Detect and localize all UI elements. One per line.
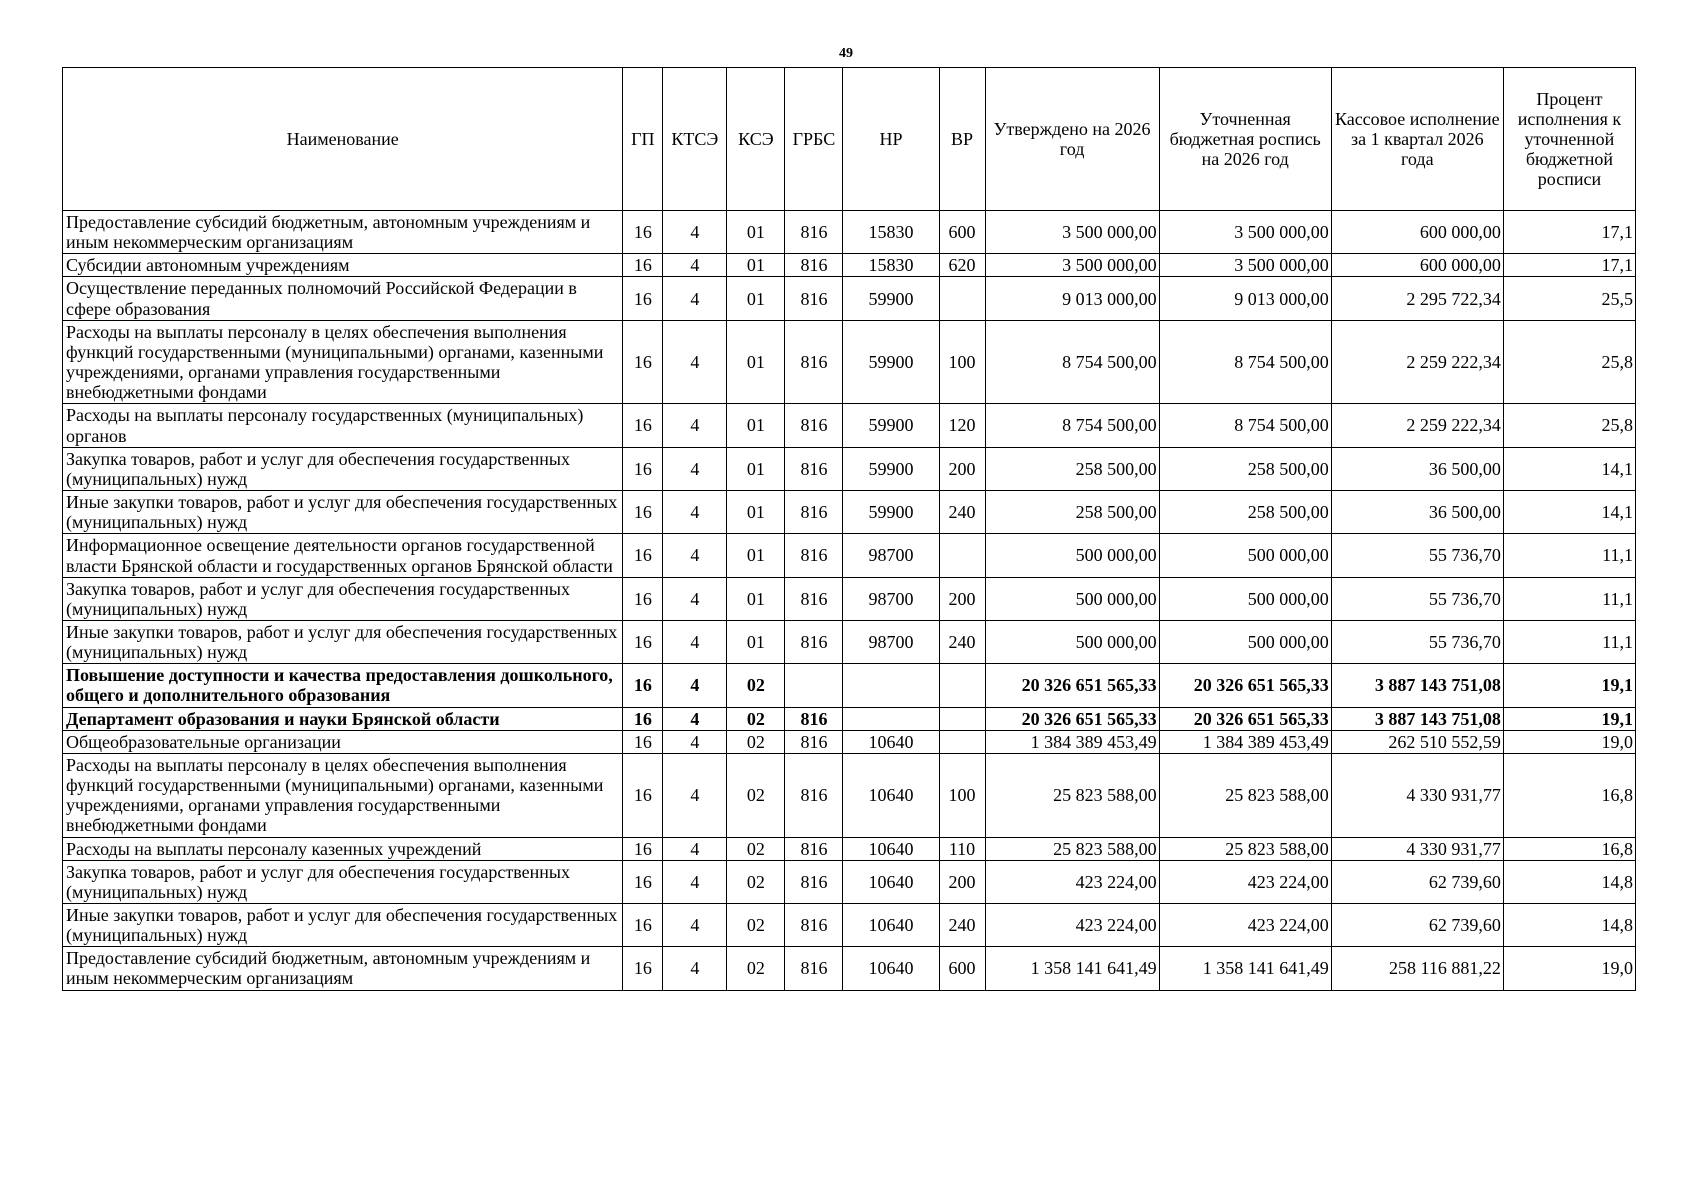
- cell-approved: 1 358 141 641,49: [985, 947, 1159, 990]
- table-row: [63, 320, 1636, 404]
- table-row: [63, 491, 1636, 534]
- cell-refined: 8 754 500,00: [1159, 320, 1331, 404]
- cell-vr: 600: [939, 211, 985, 254]
- cell-kse: 02: [727, 904, 785, 947]
- cell-kse: 02: [727, 837, 785, 860]
- table-row: [63, 730, 1636, 753]
- header-percent: Процент исполнения к уточненной бюджетной росписи: [1503, 68, 1635, 211]
- cell-name: Департамент образования и науки Брянской области: [63, 707, 623, 730]
- cell-ktse: 4: [663, 577, 727, 620]
- cell-refined: 20 326 651 565,33: [1159, 664, 1331, 707]
- cell-percent: 11,1: [1503, 577, 1635, 620]
- header-ktse: КТСЭ: [663, 68, 727, 211]
- cell-approved: 423 224,00: [985, 904, 1159, 947]
- cell-approved: 258 500,00: [985, 491, 1159, 534]
- cell-ktse: 4: [663, 404, 727, 447]
- cell-grbs: 816: [785, 837, 843, 860]
- cell-gp: 16: [623, 664, 663, 707]
- cell-nr: 98700: [843, 620, 939, 663]
- cell-cash: 55 736,70: [1331, 620, 1503, 663]
- cell-grbs: [785, 664, 843, 707]
- cell-grbs: 816: [785, 534, 843, 577]
- cell-percent: 19,0: [1503, 730, 1635, 753]
- cell-refined: 500 000,00: [1159, 534, 1331, 577]
- header-nr: НР: [843, 68, 939, 211]
- table-row: [63, 254, 1636, 277]
- cell-gp: 16: [623, 577, 663, 620]
- cell-percent: 16,8: [1503, 753, 1635, 837]
- cell-percent: 11,1: [1503, 534, 1635, 577]
- cell-cash: 55 736,70: [1331, 577, 1503, 620]
- cell-approved: 8 754 500,00: [985, 320, 1159, 404]
- cell-refined: 25 823 588,00: [1159, 753, 1331, 837]
- cell-kse: 02: [727, 730, 785, 753]
- cell-cash: 600 000,00: [1331, 211, 1503, 254]
- budget-execution-table: [62, 67, 1636, 991]
- cell-grbs: 816: [785, 447, 843, 490]
- cell-grbs: 816: [785, 320, 843, 404]
- cell-percent: 14,8: [1503, 860, 1635, 903]
- cell-refined: 8 754 500,00: [1159, 404, 1331, 447]
- cell-gp: 16: [623, 320, 663, 404]
- cell-grbs: 816: [785, 404, 843, 447]
- cell-cash: 2 259 222,34: [1331, 404, 1503, 447]
- cell-vr: 100: [939, 320, 985, 404]
- cell-kse: 01: [727, 534, 785, 577]
- cell-ktse: 4: [663, 753, 727, 837]
- cell-name: Предоставление субсидий бюджетным, автономным учреждениям и иным некоммерческим организациям: [63, 211, 623, 254]
- cell-approved: 9 013 000,00: [985, 277, 1159, 320]
- cell-approved: 3 500 000,00: [985, 254, 1159, 277]
- cell-percent: 19,0: [1503, 947, 1635, 990]
- cell-percent: 14,8: [1503, 904, 1635, 947]
- cell-percent: 17,1: [1503, 254, 1635, 277]
- table-row: [63, 837, 1636, 860]
- cell-gp: 16: [623, 947, 663, 990]
- cell-gp: 16: [623, 730, 663, 753]
- cell-refined: 423 224,00: [1159, 904, 1331, 947]
- cell-kse: 02: [727, 664, 785, 707]
- cell-vr: 100: [939, 753, 985, 837]
- cell-name: Расходы на выплаты персоналу в целях обеспечения выполнения функций государственными (муниципальными) органами, казенными учреждениями, органами управления государственными внебюджетными фондами: [63, 753, 623, 837]
- cell-kse: 01: [727, 491, 785, 534]
- cell-name: Закупка товаров, работ и услуг для обеспечения государственных (муниципальных) нужд: [63, 447, 623, 490]
- cell-gp: 16: [623, 837, 663, 860]
- cell-gp: 16: [623, 211, 663, 254]
- cell-refined: 423 224,00: [1159, 860, 1331, 903]
- cell-grbs: 816: [785, 947, 843, 990]
- cell-grbs: 816: [785, 904, 843, 947]
- cell-vr: 600: [939, 947, 985, 990]
- table-body: [63, 211, 1636, 991]
- cell-gp: 16: [623, 534, 663, 577]
- cell-name: Закупка товаров, работ и услуг для обеспечения государственных (муниципальных) нужд: [63, 860, 623, 903]
- cell-refined: 3 500 000,00: [1159, 254, 1331, 277]
- cell-percent: 14,1: [1503, 491, 1635, 534]
- cell-ktse: 4: [663, 707, 727, 730]
- cell-vr: 240: [939, 620, 985, 663]
- cell-cash: 62 739,60: [1331, 904, 1503, 947]
- cell-vr: 200: [939, 447, 985, 490]
- cell-ktse: 4: [663, 837, 727, 860]
- cell-name: Иные закупки товаров, работ и услуг для обеспечения государственных (муниципальных) нужд: [63, 620, 623, 663]
- cell-approved: 500 000,00: [985, 620, 1159, 663]
- cell-name: Иные закупки товаров, работ и услуг для обеспечения государственных (муниципальных) нужд: [63, 904, 623, 947]
- cell-grbs: 816: [785, 753, 843, 837]
- cell-grbs: 816: [785, 860, 843, 903]
- cell-ktse: 4: [663, 730, 727, 753]
- cell-cash: 3 887 143 751,08: [1331, 664, 1503, 707]
- cell-nr: 15830: [843, 211, 939, 254]
- cell-gp: 16: [623, 491, 663, 534]
- cell-kse: 01: [727, 277, 785, 320]
- cell-nr: [843, 664, 939, 707]
- table-row: [63, 620, 1636, 663]
- cell-vr: [939, 534, 985, 577]
- cell-nr: 98700: [843, 577, 939, 620]
- cell-kse: 01: [727, 404, 785, 447]
- cell-cash: 55 736,70: [1331, 534, 1503, 577]
- table-row: [63, 707, 1636, 730]
- cell-gp: 16: [623, 447, 663, 490]
- table-header: [63, 68, 1636, 211]
- cell-ktse: 4: [663, 664, 727, 707]
- cell-cash: 4 330 931,77: [1331, 837, 1503, 860]
- cell-nr: 15830: [843, 254, 939, 277]
- cell-gp: 16: [623, 620, 663, 663]
- table-row: [63, 447, 1636, 490]
- cell-refined: 25 823 588,00: [1159, 837, 1331, 860]
- cell-cash: 600 000,00: [1331, 254, 1503, 277]
- cell-vr: [939, 277, 985, 320]
- cell-grbs: 816: [785, 491, 843, 534]
- cell-approved: 3 500 000,00: [985, 211, 1159, 254]
- cell-gp: 16: [623, 904, 663, 947]
- cell-percent: 16,8: [1503, 837, 1635, 860]
- cell-name: Осуществление переданных полномочий Российской Федерации в сфере образования: [63, 277, 623, 320]
- cell-vr: 200: [939, 577, 985, 620]
- cell-ktse: 4: [663, 947, 727, 990]
- cell-approved: 20 326 651 565,33: [985, 664, 1159, 707]
- cell-nr: 59900: [843, 447, 939, 490]
- cell-gp: 16: [623, 404, 663, 447]
- cell-ktse: 4: [663, 491, 727, 534]
- cell-grbs: 816: [785, 254, 843, 277]
- cell-ktse: 4: [663, 254, 727, 277]
- header-cash: Кассовое исполнение за 1 квартал 2026 года: [1331, 68, 1503, 211]
- cell-cash: 262 510 552,59: [1331, 730, 1503, 753]
- cell-vr: 240: [939, 491, 985, 534]
- table-row: [63, 664, 1636, 707]
- cell-nr: 10640: [843, 904, 939, 947]
- cell-name: Иные закупки товаров, работ и услуг для обеспечения государственных (муниципальных) нужд: [63, 491, 623, 534]
- cell-kse: 01: [727, 447, 785, 490]
- cell-vr: [939, 707, 985, 730]
- cell-grbs: 816: [785, 620, 843, 663]
- cell-refined: 1 384 389 453,49: [1159, 730, 1331, 753]
- cell-nr: [843, 707, 939, 730]
- table-row: [63, 753, 1636, 837]
- cell-nr: 10640: [843, 837, 939, 860]
- cell-percent: 17,1: [1503, 211, 1635, 254]
- cell-nr: 59900: [843, 491, 939, 534]
- cell-name: Расходы на выплаты персоналу казенных учреждений: [63, 837, 623, 860]
- cell-grbs: 816: [785, 211, 843, 254]
- cell-approved: 423 224,00: [985, 860, 1159, 903]
- cell-nr: 10640: [843, 730, 939, 753]
- cell-approved: 25 823 588,00: [985, 753, 1159, 837]
- cell-grbs: 816: [785, 577, 843, 620]
- cell-vr: 110: [939, 837, 985, 860]
- table-row: [63, 404, 1636, 447]
- cell-cash: 36 500,00: [1331, 447, 1503, 490]
- cell-kse: 01: [727, 620, 785, 663]
- cell-ktse: 4: [663, 277, 727, 320]
- cell-vr: 240: [939, 904, 985, 947]
- cell-kse: 01: [727, 211, 785, 254]
- cell-kse: 02: [727, 947, 785, 990]
- cell-approved: 20 326 651 565,33: [985, 707, 1159, 730]
- cell-cash: 2 295 722,34: [1331, 277, 1503, 320]
- header-name: Наименование: [63, 68, 623, 211]
- cell-ktse: 4: [663, 211, 727, 254]
- cell-kse: 02: [727, 860, 785, 903]
- cell-kse: 02: [727, 707, 785, 730]
- cell-percent: 11,1: [1503, 620, 1635, 663]
- cell-nr: 59900: [843, 277, 939, 320]
- cell-nr: 98700: [843, 534, 939, 577]
- cell-percent: 25,8: [1503, 320, 1635, 404]
- cell-approved: 500 000,00: [985, 534, 1159, 577]
- cell-cash: 62 739,60: [1331, 860, 1503, 903]
- cell-vr: 200: [939, 860, 985, 903]
- cell-percent: 19,1: [1503, 664, 1635, 707]
- cell-refined: 500 000,00: [1159, 620, 1331, 663]
- table-row: [63, 947, 1636, 990]
- header-row: [63, 68, 1636, 211]
- cell-grbs: 816: [785, 707, 843, 730]
- cell-cash: 2 259 222,34: [1331, 320, 1503, 404]
- cell-vr: 620: [939, 254, 985, 277]
- cell-cash: 258 116 881,22: [1331, 947, 1503, 990]
- cell-nr: 10640: [843, 860, 939, 903]
- cell-nr: 10640: [843, 753, 939, 837]
- cell-percent: 25,8: [1503, 404, 1635, 447]
- cell-refined: 258 500,00: [1159, 447, 1331, 490]
- cell-refined: 258 500,00: [1159, 491, 1331, 534]
- cell-vr: [939, 664, 985, 707]
- cell-approved: 1 384 389 453,49: [985, 730, 1159, 753]
- cell-gp: 16: [623, 707, 663, 730]
- cell-name: Общеобразовательные организации: [63, 730, 623, 753]
- cell-kse: 01: [727, 254, 785, 277]
- header-refined: Уточненная бюджетная роспись на 2026 год: [1159, 68, 1331, 211]
- table-row: [63, 577, 1636, 620]
- cell-approved: 500 000,00: [985, 577, 1159, 620]
- cell-refined: 1 358 141 641,49: [1159, 947, 1331, 990]
- cell-nr: 10640: [843, 947, 939, 990]
- cell-grbs: 816: [785, 730, 843, 753]
- cell-ktse: 4: [663, 860, 727, 903]
- cell-nr: 59900: [843, 320, 939, 404]
- cell-approved: 258 500,00: [985, 447, 1159, 490]
- cell-ktse: 4: [663, 534, 727, 577]
- cell-approved: 8 754 500,00: [985, 404, 1159, 447]
- table-row: [63, 860, 1636, 903]
- cell-kse: 01: [727, 577, 785, 620]
- cell-vr: [939, 730, 985, 753]
- cell-refined: 20 326 651 565,33: [1159, 707, 1331, 730]
- cell-gp: 16: [623, 277, 663, 320]
- cell-cash: 4 330 931,77: [1331, 753, 1503, 837]
- header-grbs: ГРБС: [785, 68, 843, 211]
- cell-ktse: 4: [663, 620, 727, 663]
- cell-approved: 25 823 588,00: [985, 837, 1159, 860]
- cell-gp: 16: [623, 860, 663, 903]
- header-vr: ВР: [939, 68, 985, 211]
- cell-cash: 36 500,00: [1331, 491, 1503, 534]
- cell-vr: 120: [939, 404, 985, 447]
- cell-name: Информационное освещение деятельности органов государственной власти Брянской области и государственных органов Брянской области: [63, 534, 623, 577]
- cell-refined: 9 013 000,00: [1159, 277, 1331, 320]
- cell-kse: 02: [727, 753, 785, 837]
- table-row: [63, 534, 1636, 577]
- cell-ktse: 4: [663, 447, 727, 490]
- cell-gp: 16: [623, 254, 663, 277]
- cell-name: Расходы на выплаты персоналу государственных (муниципальных) органов: [63, 404, 623, 447]
- cell-name: Предоставление субсидий бюджетным, автономным учреждениям и иным некоммерческим организациям: [63, 947, 623, 990]
- cell-name: Закупка товаров, работ и услуг для обеспечения государственных (муниципальных) нужд: [63, 577, 623, 620]
- table-row: [63, 211, 1636, 254]
- cell-name: Повышение доступности и качества предоставления дошкольного, общего и дополнительного образования: [63, 664, 623, 707]
- cell-grbs: 816: [785, 277, 843, 320]
- cell-refined: 3 500 000,00: [1159, 211, 1331, 254]
- cell-ktse: 4: [663, 904, 727, 947]
- cell-percent: 14,1: [1503, 447, 1635, 490]
- cell-cash: 3 887 143 751,08: [1331, 707, 1503, 730]
- table-row: [63, 277, 1636, 320]
- header-gp: ГП: [623, 68, 663, 211]
- cell-kse: 01: [727, 320, 785, 404]
- table-row: [63, 904, 1636, 947]
- cell-name: Субсидии автономным учреждениям: [63, 254, 623, 277]
- header-kse: КСЭ: [727, 68, 785, 211]
- cell-percent: 25,5: [1503, 277, 1635, 320]
- page-number: 49: [839, 46, 853, 61]
- cell-percent: 19,1: [1503, 707, 1635, 730]
- cell-name: Расходы на выплаты персоналу в целях обеспечения выполнения функций государственными (муниципальными) органами, казенными учреждениями, органами управления государственными внебюджетными фондами: [63, 320, 623, 404]
- cell-gp: 16: [623, 753, 663, 837]
- cell-refined: 500 000,00: [1159, 577, 1331, 620]
- cell-nr: 59900: [843, 404, 939, 447]
- cell-ktse: 4: [663, 320, 727, 404]
- header-approved: Утверждено на 2026 год: [985, 68, 1159, 211]
